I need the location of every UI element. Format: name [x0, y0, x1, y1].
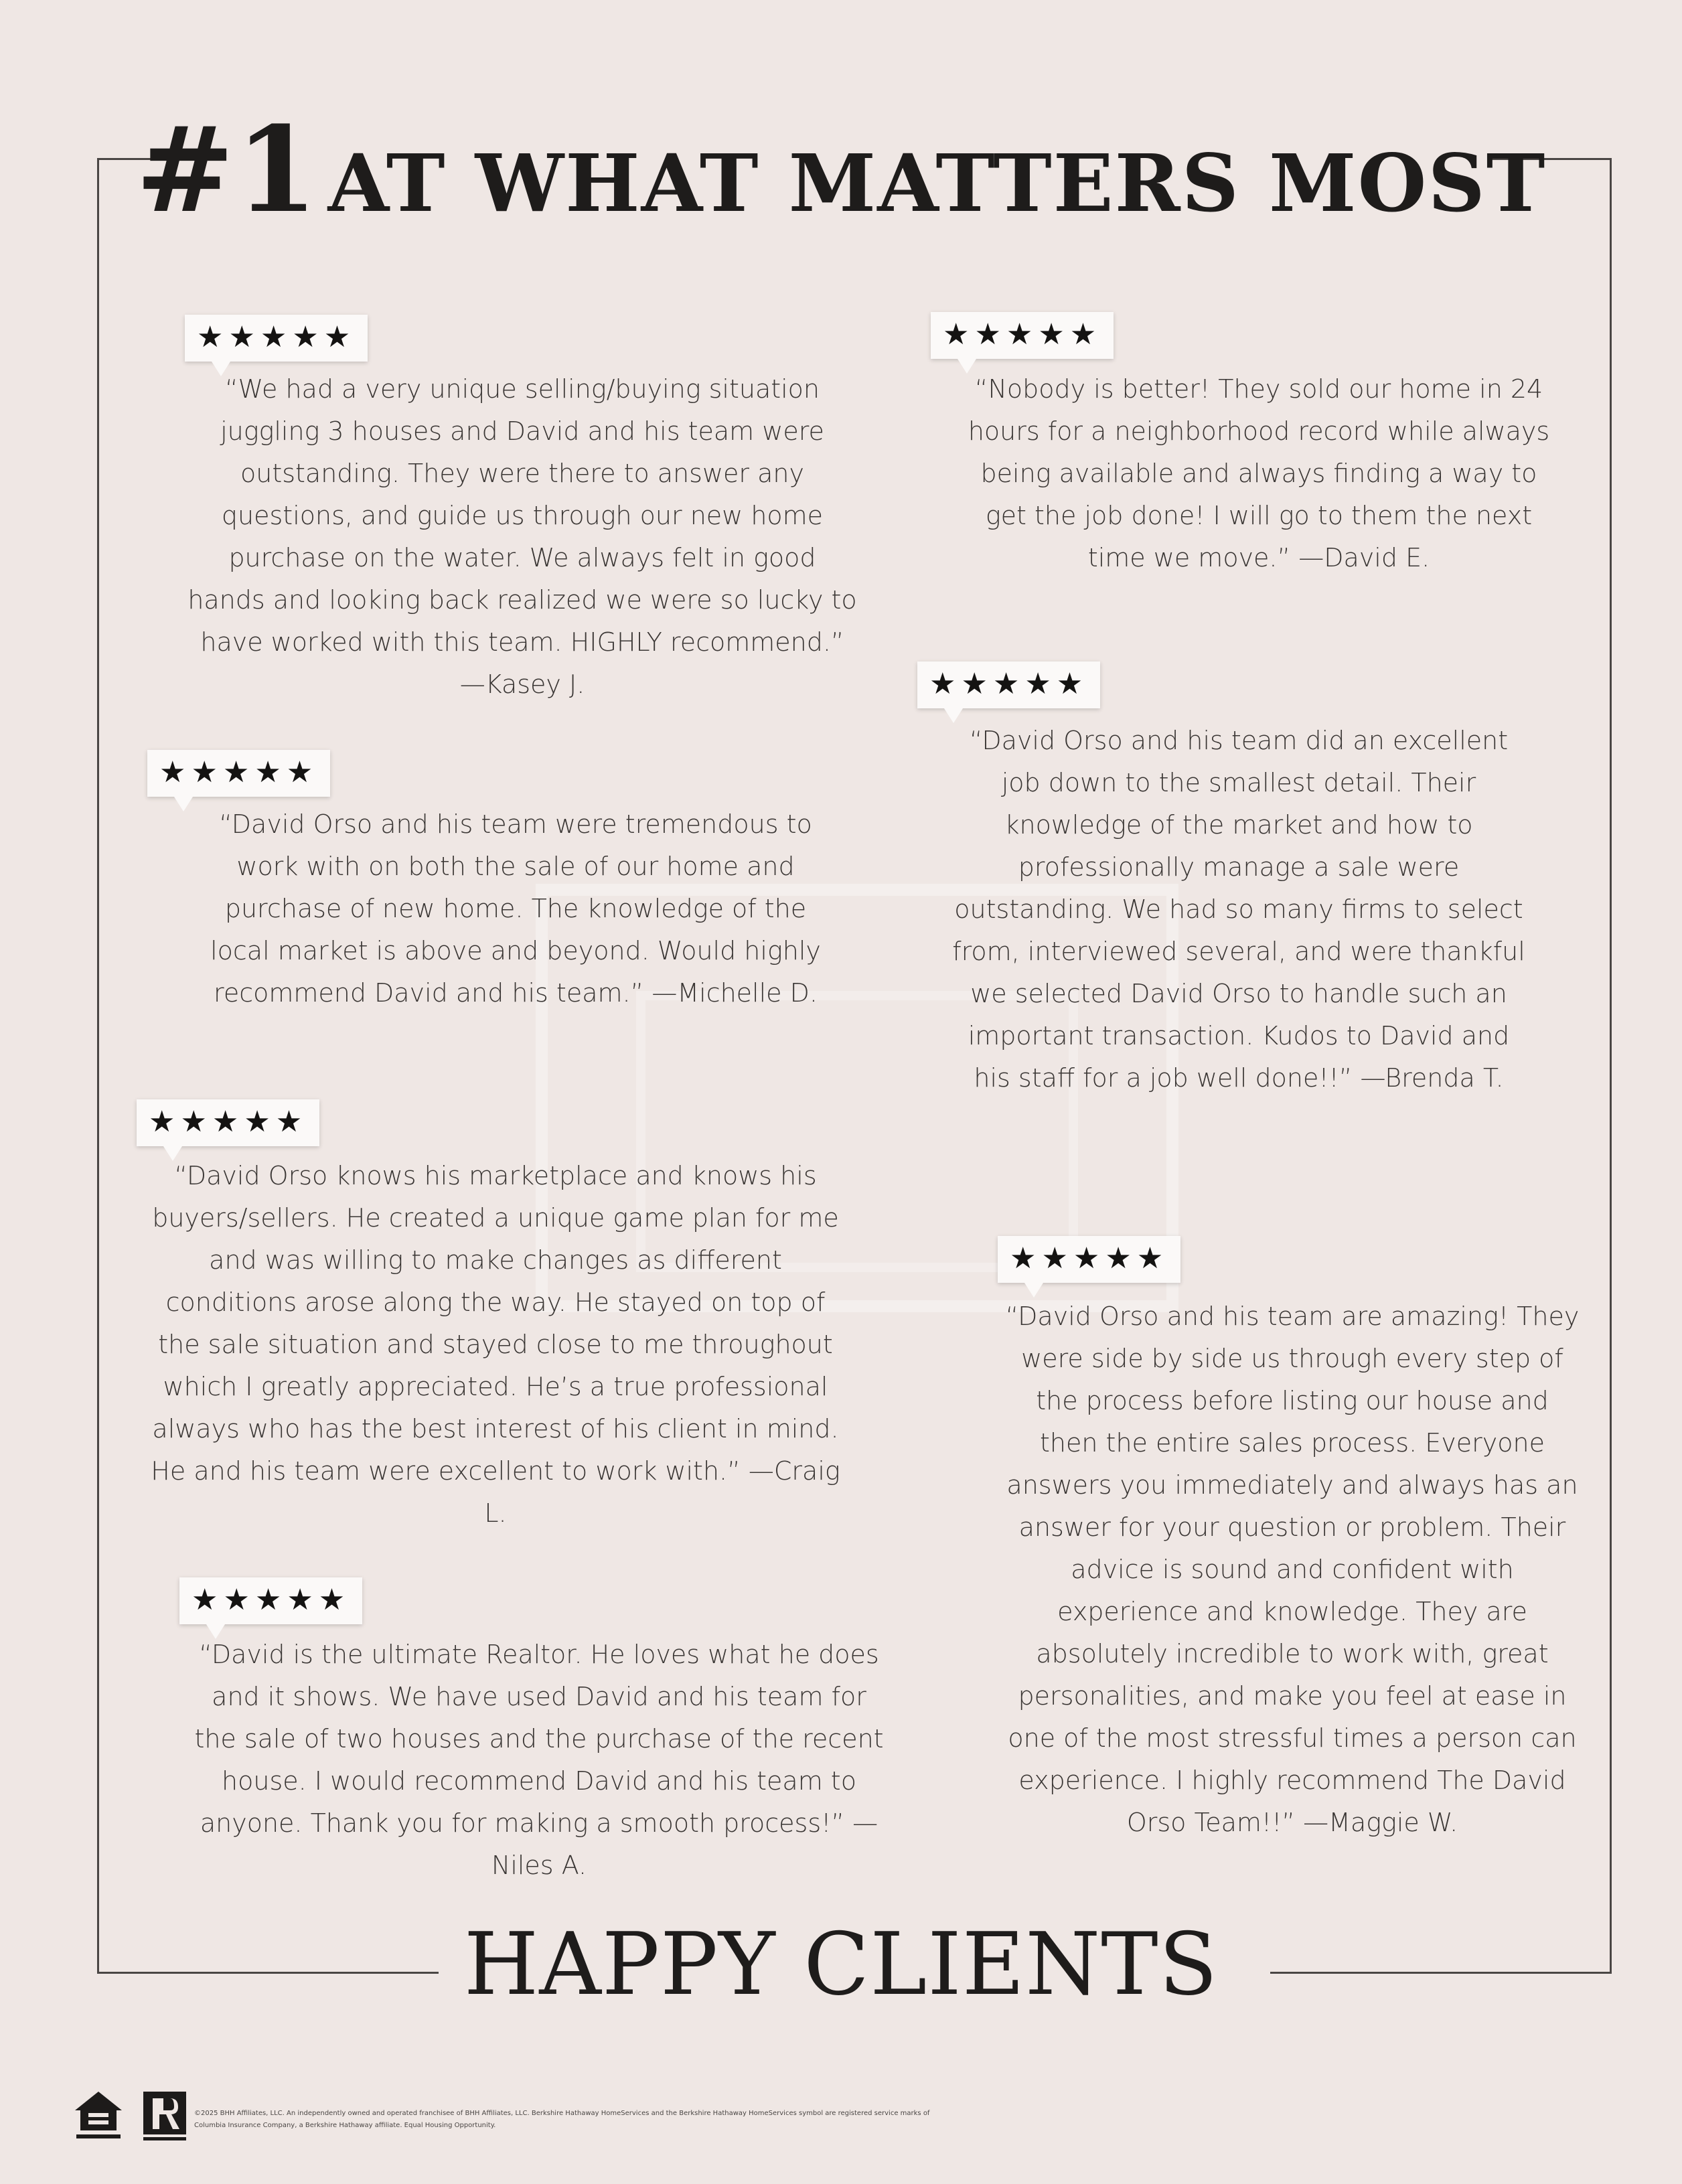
review-brenda: “David Orso and his team did an excellent job down to the smallest detail. Their knowledge of the market and how to professionally manage a sale were outstanding. We had so many firms to select from, interviewed several, and were thankful we selected David Orso to handle such an important transaction. Kudos to David and his staff for a job well done!!” —Brenda T.: [952, 726, 1525, 1093]
star-rating: ★★★★★: [147, 750, 330, 797]
equal-housing-icon: [72, 2089, 125, 2142]
review-niles: “David is the ultimate Realtor. He loves what he does and it shows. We have used David and his team for the sale of two houses and the purchase of the recent house. I would recommend David and his team to anyone. Thank you for making a smooth process!” —Niles A.: [194, 1640, 884, 1880]
page-title: [0, 100, 1682, 239]
frame-left-line: [97, 158, 99, 1974]
star-rating: ★★★★★: [931, 312, 1114, 359]
star-rating: ★★★★★: [179, 1577, 362, 1624]
happy-clients-heading: HAPPY CLIENTS: [463, 1915, 1219, 2015]
review-michelle: “David Orso and his team were tremendous to work with on both the sale of our home and purchase of new home. The knowledge of the local market is above and beyond. Would highly recommend David and his team.” —Michelle D.: [210, 809, 821, 1008]
star-rating: ★★★★★: [185, 315, 368, 362]
realtor-icon: [142, 2090, 187, 2142]
legal-disclaimer: ©2025 BHH Affiliates, LLC. An independently owned and operated franchisee of BHH Affiliates, LLC. Berkshire Hathaway HomeServices and the Berkshire Hathaway HomeServices symbol are registered service marks of Columbia Insurance Company, a Berkshire Hathaway affiliate. Equal Housing Opportunity.: [194, 2110, 930, 2129]
star-rating: ★★★★★: [917, 661, 1100, 708]
review-craig: “David Orso knows his marketplace and knows his buyers/sellers. He created a unique game plan for me and was willing to make changes as different conditions arose along the way. He stayed on top of the sale situation and stayed close to me throughout which I greatly appreciated. He’s a true professional always who has the best interest of his client in mind. He and his team were excellent to work with.” —Craig L.: [151, 1161, 840, 1528]
review-maggie: “David Orso and his team are amazing! They were side by side us through every step of the process before listing our house and then the entire sales process. Everyone answers you immediately and always has an answer for your question or problem. Their advice is sound and confident with experience and knowledge. They are absolutely incredible to work with, great personalities, and make you feel at ease in one of the most stressful times a person can experience. I highly recommend The David Orso Team!!” —Maggie W.: [1005, 1302, 1580, 1837]
frame-right-line: [1610, 158, 1612, 1974]
star-rating: ★★★★★: [137, 1099, 319, 1146]
title-text: AT WHAT MATTERS MOST: [327, 137, 1547, 230]
star-rating: ★★★★★: [998, 1236, 1180, 1283]
review-kasey: “We had a very unique selling/buying situation juggling 3 houses and David and his team were outstanding. They were there to answer any questions, and guide us through our new home purchase on the water. We always felt in good hands and looking back realized we were so lucky to have worked with this team. HIGHLY recommend.” —Kasey J.: [187, 374, 857, 699]
review-david-e: “Nobody is better! They sold our home in 24 hours for a neighborhood record while always being available and always finding a way to get the job done! I will go to them the next time we move.” —David E.: [968, 374, 1550, 572]
title-number: #1: [135, 100, 319, 239]
